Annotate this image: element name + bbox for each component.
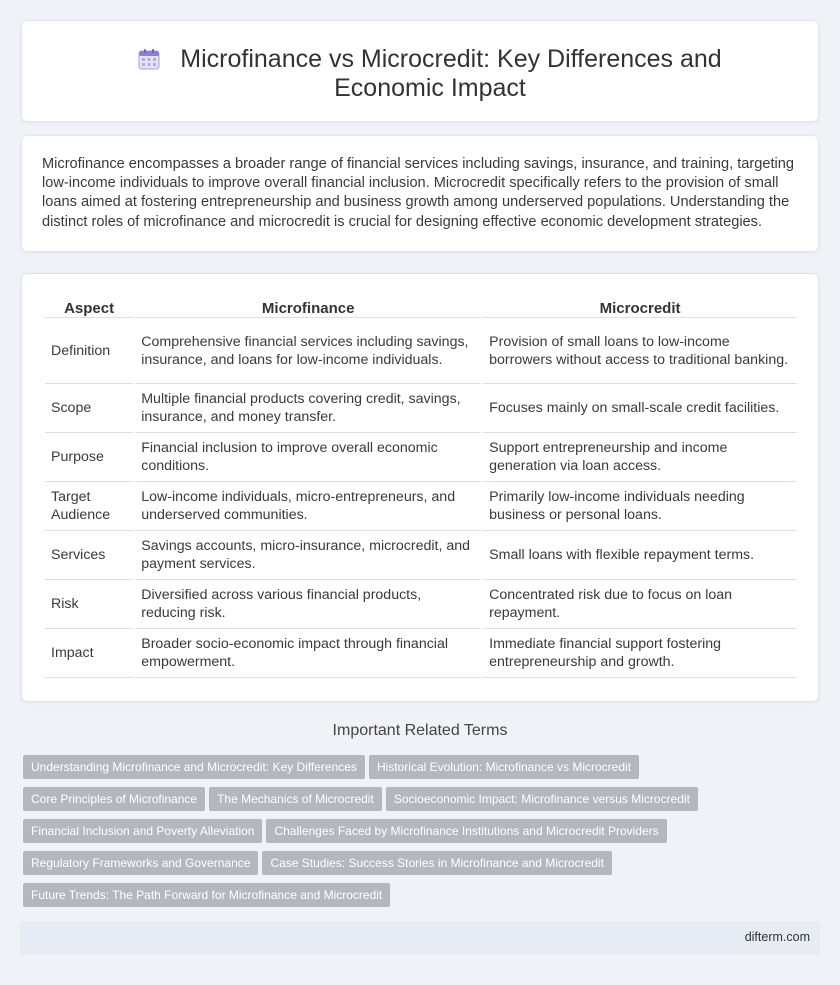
table-row — [45, 384, 797, 433]
related-terms-heading: Important Related Terms — [332, 722, 508, 739]
row-microcredit: Concentrated risk due to focus on loan repayment. — [483, 580, 797, 629]
related-term-tag[interactable]: Financial Inclusion and Poverty Alleviation — [23, 819, 262, 843]
related-term-tag[interactable]: Core Principles of Microfinance — [23, 787, 205, 811]
comparison-card — [21, 273, 819, 702]
tag-row — [23, 883, 803, 915]
footer — [20, 921, 820, 955]
row-microcredit: Small loans with flexible repayment terms. — [483, 531, 797, 580]
related-term-tag[interactable]: The Mechanics of Microcredit — [209, 787, 382, 811]
header-card — [21, 20, 819, 122]
tag-row — [23, 851, 803, 883]
column-header-microcredit: Microcredit — [483, 296, 797, 318]
table-row — [45, 531, 797, 580]
row-microfinance: Savings accounts, micro-insurance, microcredit, and payment services. — [135, 531, 481, 580]
title-wrap — [82, 45, 778, 103]
tag-row — [23, 755, 803, 787]
related-term-tag[interactable]: Challenges Faced by Microfinance Institutions and Microcredit Providers — [266, 819, 666, 843]
row-aspect: Definition — [45, 318, 133, 384]
row-microcredit: Focuses mainly on small-scale credit facilities. — [483, 384, 797, 433]
row-microcredit: Immediate financial support fostering entrepreneurship and growth. — [483, 629, 797, 678]
related-term-tag[interactable]: Regulatory Frameworks and Governance — [23, 851, 258, 875]
row-microfinance: Broader socio-economic impact through financial empowerment. — [135, 629, 481, 678]
row-aspect: Impact — [45, 629, 133, 678]
intro-paragraph: Microfinance encompasses a broader range of financial services including savings, insurance, and training, targeting low-income individuals to improve overall financial inclusion. Microcredit specifically refers to the provision of small loans aimed at fostering entrepreneurship and business growth among underserved populations. Understanding the distinct roles of microfinance and microcredit is crucial for designing effective economic development strategies. — [42, 156, 794, 230]
calendar-icon — [138, 48, 160, 70]
tag-row — [23, 819, 803, 851]
row-microcredit: Primarily low-income individuals needing business or personal loans. — [483, 482, 797, 531]
row-aspect: Services — [45, 531, 133, 580]
column-header-aspect: Aspect — [45, 296, 133, 318]
table-header-row — [45, 296, 797, 318]
related-term-tag[interactable]: Socioeconomic Impact: Microfinance versus Microcredit — [386, 787, 698, 811]
row-microfinance: Low-income individuals, micro-entrepreneurs, and underserved communities. — [135, 482, 481, 531]
related-terms-list — [23, 755, 803, 915]
row-microfinance: Multiple financial products covering credit, savings, insurance, and money transfer. — [135, 384, 481, 433]
row-microfinance: Diversified across various financial products, reducing risk. — [135, 580, 481, 629]
comparison-table — [43, 296, 799, 678]
table-row — [45, 318, 797, 384]
row-microfinance: Financial inclusion to improve overall economic conditions. — [135, 433, 481, 482]
table-row — [45, 433, 797, 482]
column-header-microfinance: Microfinance — [135, 296, 481, 318]
intro-card — [21, 135, 819, 252]
related-term-tag[interactable]: Case Studies: Success Stories in Microfinance and Microcredit — [262, 851, 611, 875]
related-term-tag[interactable]: Historical Evolution: Microfinance vs Microcredit — [369, 755, 639, 779]
related-term-tag[interactable]: Understanding Microfinance and Microcredit: Key Differences — [23, 755, 365, 779]
row-microcredit: Provision of small loans to low-income borrowers without access to traditional banking. — [483, 318, 797, 384]
row-microcredit: Support entrepreneurship and income generation via loan access. — [483, 433, 797, 482]
table-row — [45, 580, 797, 629]
related-term-tag[interactable]: Future Trends: The Path Forward for Microfinance and Microcredit — [23, 883, 390, 907]
row-aspect: Purpose — [45, 433, 133, 482]
row-microfinance: Comprehensive financial services including savings, insurance, and loans for low-income individuals. — [135, 318, 481, 384]
row-aspect: Target Audience — [45, 482, 133, 531]
row-aspect: Scope — [45, 384, 133, 433]
table-row — [45, 629, 797, 678]
footer-site-link[interactable]: difterm.com — [744, 930, 810, 944]
page-title: Microfinance vs Microcredit: Key Differences and Economic Impact — [180, 45, 722, 102]
table-row — [45, 482, 797, 531]
row-aspect: Risk — [45, 580, 133, 629]
tag-row — [23, 787, 803, 819]
